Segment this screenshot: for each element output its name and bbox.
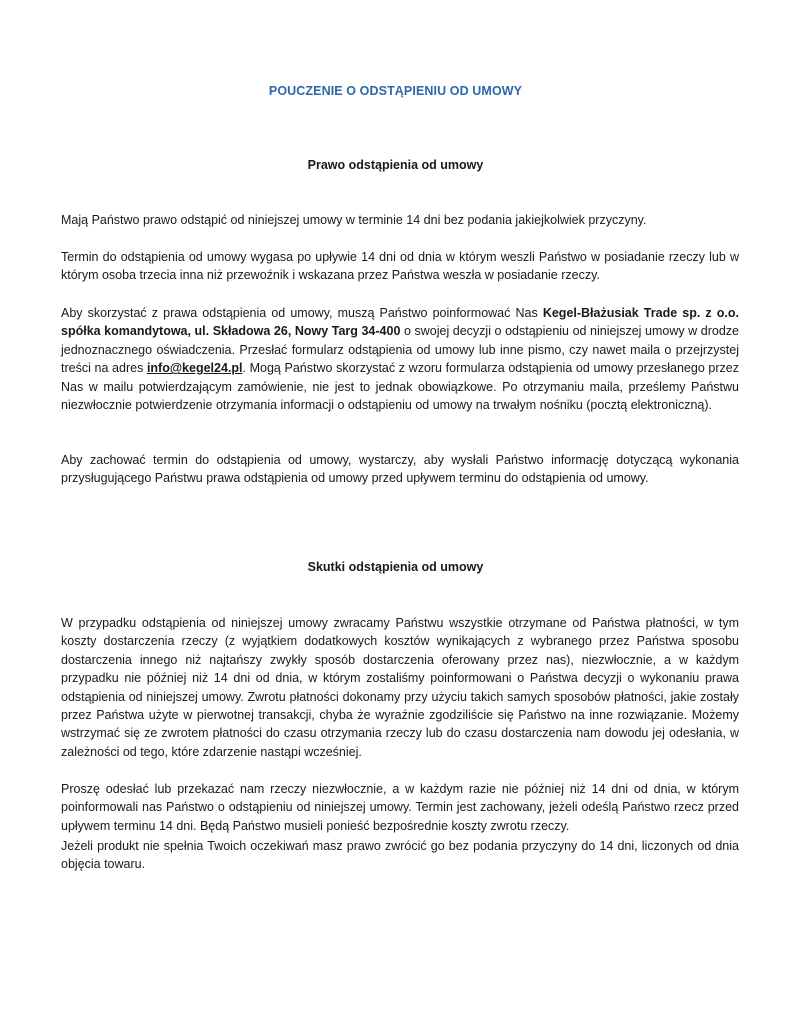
paragraph-product-return-policy: Jeżeli produkt nie spełnia Twoich oczekiwań masz prawo zwrócić go bez podania przyczyny do 14 dni, liczonych od dnia objęcia towaru. — [61, 839, 739, 872]
paragraph-withdrawal-right: Mają Państwo prawo odstąpić od niniejszej umowy w terminie 14 dni bez podania jakiejkolwiek przyczyny. — [61, 213, 647, 227]
section-heading-right-of-withdrawal: Prawo odstąpienia od umowy — [307, 158, 484, 172]
paragraph-withdrawal-procedure — [61, 304, 739, 414]
procedure-text-intro: Aby skorzystać z prawa odstąpienia od umowy, muszą Państwo poinformować Nas — [61, 306, 543, 320]
paragraph-withdrawal-deadline: Termin do odstąpienia od umowy wygasa po upływie 14 dni od dnia w którym weszli Państwo w posiadanie rzeczy lub w którym osoba trzecia inna niż przewoźnik i wskazana przez Państwa weszła w posiadanie rzeczy. — [61, 250, 739, 283]
document-title: POUCZENIE O ODSTĄPIENIU OD UMOWY — [268, 84, 523, 98]
email-link[interactable]: info@kegel24.pl — [146, 361, 243, 376]
paragraph-return-goods: Proszę odesłać lub przekazać nam rzeczy niezwłocznie, a w każdym razie nie później niż 14 dni od dnia, w którym poinformowali nas Państwo o odstąpieniu od niniejszej umowy. Termin jest zachowany, jeżeli odeślą Państwo rzecz przed upływem terminu 14 dni. Będą Państwo musieli ponieść bezpośrednie koszty zwrotu rzeczy. — [61, 782, 739, 833]
procedure-text-middle: o swojej decyzji o odstąpieniu od niniejszej umowy w drodze jednoznacznego oświadczenia. Przesłać formularz odstąpienia od umowy lub inne pismo, czy nawet maila o przejrzystej treści na adres — [61, 324, 739, 376]
company-name: Kegel-Błażusiak Trade sp. z o.o. spółka komandytowa, ul. Składowa 26, Nowy Targ 34-400 — [61, 306, 739, 339]
section-heading-effects-of-withdrawal: Skutki odstąpienia od umowy — [307, 560, 484, 574]
paragraph-refund: W przypadku odstąpienia od niniejszej umowy zwracamy Państwu wszystkie otrzymane od Państwa płatności, w tym koszty dostarczenia rzeczy (z wyjątkiem dodatkowych kosztów wynikających z wybranego przez Państwa sposobu dostarczenia innego niż najtańszy zwykły sposób dostarczenia oferowany przez nas), niezwłocznie, a w każdym przypadku nie później niż 14 dni od dnia, w którym zostaliśmy poinformowani o Państwa decyzji o wykonaniu prawa odstąpienia od niniejszej umowy. Zwrotu płatności dokonamy przy użyciu takich samych sposobów płatności, jakie zostały przez Państwa użyte w pierwotnej transakcji, chyba że wyraźnie zgodziliście się Państwo na inne rozwiązanie. Możemy wstrzymać się ze zwrotem płatności do czasu otrzymania rzeczy lub do czasu dostarczenia nam dowodu jej odesłania, w zależności od tego, które zdarzenie nastąpi wcześniej. — [61, 616, 739, 759]
procedure-text-end: . Mogą Państwo skorzystać z wzoru formularza odstąpienia od umowy przesłanego przez Nas w mailu potwierdzającym zamówienie, nie jest to jednak obowiązkowe. Po otrzymaniu maila, prześlemy Państwu niezwłocznie potwierdzenie otrzymania informacji o odstąpieniu od umowy na trwałym nośniku (pocztą elektroniczną). — [61, 361, 739, 413]
paragraph-keeping-deadline: Aby zachować termin do odstąpienia od umowy, wystarczy, aby wysłali Państwo informację dotyczącą wykonania przysługującego Państwu prawa odstąpienia od umowy przed upływem terminu do odstąpienia od umowy. — [61, 453, 739, 486]
